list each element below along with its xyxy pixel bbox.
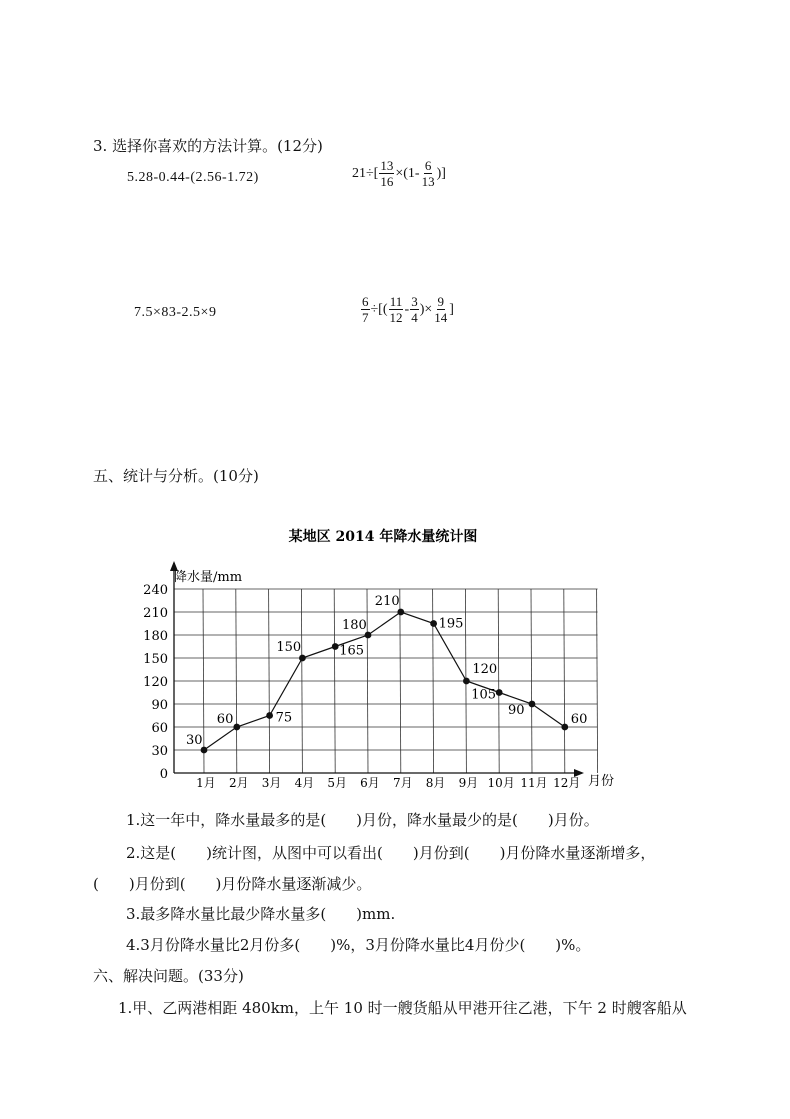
grid-line-vertical	[367, 589, 368, 773]
expression-3: 7.5×83-2.5×9	[134, 305, 217, 320]
data-label: 60	[570, 712, 588, 727]
x-tick-label: 2月	[228, 776, 249, 790]
y-axis-label: 降水量/mm	[174, 570, 243, 585]
data-point	[496, 689, 503, 696]
section6-heading: 六、解决问题。(33分)	[93, 967, 244, 985]
x-tick-label: 4月	[294, 776, 315, 790]
y-tick-labels	[143, 583, 168, 782]
question-3: 3.最多降水量比最少降水量多( )mm.	[126, 905, 396, 923]
data-label: 195	[438, 616, 464, 632]
grid-line-vertical	[564, 589, 565, 773]
grid-line-vertical	[301, 589, 302, 773]
numerator: 6	[362, 294, 369, 309]
expression-1: 5.28-0.44-(2.56-1.72)	[127, 170, 259, 185]
x-tick-labels	[196, 776, 580, 790]
denominator: 14	[434, 310, 448, 325]
numerator: 13	[380, 158, 394, 173]
data-label: 120	[472, 662, 498, 677]
denominator: 13	[421, 174, 435, 189]
x-axis-label: 月份	[588, 774, 615, 789]
numerator: 6	[424, 158, 432, 173]
data-label: 150	[276, 640, 302, 655]
section3-heading: 3. 选择你喜欢的方法计算。(12分)	[93, 137, 323, 155]
grid-line-vertical	[531, 589, 532, 773]
data-point	[299, 655, 306, 662]
denominator: 16	[380, 174, 394, 189]
data-point	[529, 701, 536, 708]
x-tick-label: 6月	[360, 776, 380, 790]
grid-line-vertical	[597, 589, 598, 773]
numerator: 9	[437, 294, 444, 309]
data-label: 30	[186, 733, 203, 748]
data-point	[430, 620, 437, 627]
problem-1-text: 1.甲、乙两港相距 480km，上午 10 时一艘货船从甲港开往乙港，下午 2 时艘客船从	[118, 999, 687, 1017]
question-1: 1.这一年中，降水量最多的是( )月份，降水量最少的是( )月份。	[126, 811, 599, 829]
chart-grid	[174, 589, 598, 773]
y-tick-label: 90	[151, 698, 168, 713]
question-2-line-1: 2.这是( )统计图，从图中可以看出( )月份到( )月份降水量逐渐增多，	[126, 844, 656, 862]
y-tick-label: 210	[143, 606, 168, 621]
grid-line-vertical	[400, 589, 401, 773]
y-tick-label: 240	[143, 583, 168, 598]
question-4: 4.3月份降水量比2月份多( )%，3月份降水量比4月份少( )%。	[126, 936, 591, 954]
question-2-line-2: ( )月份到( )月份降水量逐渐减少。	[93, 875, 372, 893]
grid-line-vertical	[269, 589, 270, 773]
data-point	[561, 724, 568, 731]
data-label: 90	[508, 703, 525, 718]
numerator: 3	[411, 294, 418, 309]
expr4-c: )×	[419, 301, 433, 317]
data-point	[463, 678, 470, 685]
data-label: 75	[275, 710, 293, 726]
expr4-b: -	[404, 301, 410, 317]
expr4-a: ÷[(	[370, 301, 388, 317]
y-tick-label: 150	[143, 652, 168, 667]
denominator: 7	[362, 310, 369, 325]
x-tick-label: 9月	[458, 776, 479, 790]
x-tick-label: 12月	[553, 776, 581, 790]
data-point	[397, 609, 404, 616]
data-label: 165	[339, 643, 365, 659]
grid-line-vertical	[498, 589, 499, 773]
x-tick-label: 11月	[520, 776, 548, 790]
x-tick-label: 10月	[487, 776, 515, 790]
denominator: 12	[389, 310, 403, 325]
data-point	[233, 724, 240, 731]
grid-line-vertical	[236, 589, 237, 773]
y-tick-label: 180	[143, 629, 168, 644]
data-label: 105	[471, 687, 497, 703]
x-tick-label: 7月	[392, 776, 413, 790]
expr4-d: ]	[449, 301, 454, 317]
grid-line-vertical	[334, 589, 335, 773]
x-tick-label: 3月	[261, 776, 282, 790]
expr2-mid: ×(1-	[395, 165, 420, 181]
y-tick-label: 30	[151, 744, 168, 759]
data-labels	[186, 594, 587, 748]
numerator: 11	[389, 294, 403, 309]
x-tick-label: 1月	[196, 776, 216, 790]
section5-heading: 五、统计与分析。(10分)	[93, 467, 259, 485]
data-label: 60	[216, 712, 234, 727]
grid-line-vertical	[203, 589, 204, 773]
data-label: 180	[342, 618, 367, 633]
data-point	[332, 643, 339, 650]
expr2-tail: )]	[436, 165, 446, 181]
data-label: 210	[374, 594, 400, 609]
grid-line-vertical	[433, 589, 434, 773]
y-tick-label: 0	[159, 767, 168, 782]
chart-title: 某地区 2014 年降水量统计图	[288, 529, 478, 545]
y-tick-label: 120	[143, 675, 168, 690]
expr2-lead: 21÷[	[352, 165, 379, 181]
data-point	[266, 712, 273, 719]
y-tick-label: 60	[151, 721, 168, 736]
denominator: 4	[411, 310, 418, 325]
x-tick-label: 8月	[425, 776, 446, 790]
x-tick-label: 5月	[327, 776, 348, 790]
